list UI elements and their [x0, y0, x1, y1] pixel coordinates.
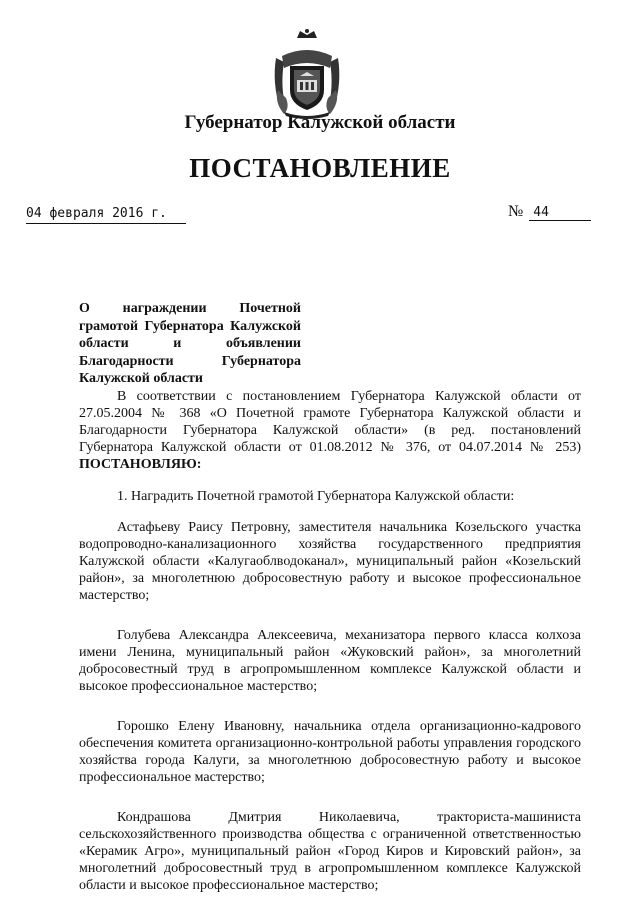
item-1-heading: 1. Наградить Почетной грамотой Губернатора Калужской области:: [117, 489, 515, 504]
awardee-paragraph: Кондрашова Дмитрия Николаевича, тракториста-машиниста сельскохозяйственного производства общества с ограниченной ответственностью «Керамик Агро», муниципальный район «Город Киров и Кировский район», за многолетний добросовестный труд в агропромышленном комплексе Калужской области и высокое профессиональное мастерство;: [79, 810, 581, 893]
number-value: 44: [529, 205, 591, 221]
resolve-word: ПОСТАНОВЛЯЮ:: [79, 457, 202, 472]
preamble-text: В соответствии с постановлением Губернатора Калужской области от 27.05.2004 № 368 «О Почетной грамоте Губернатора Калужской области и Благодарности Губернатора Калужской области» (в ред. постановлений Губернатора Калужской области от 01.08.2012 № 376, от 04.07.2014 № 253): [79, 389, 581, 455]
issuing-authority: Губернатор Калужской области: [184, 112, 456, 133]
number-sign: №: [508, 203, 524, 220]
coat-of-arms-icon: [270, 28, 344, 120]
document-number: [508, 203, 598, 221]
document-subject: О награждении Почетной грамотой Губернатора Калужской области и объявлении Благодарности Губернатора Калужской области: [79, 301, 301, 386]
document-date: 04 февраля 2016 г.: [26, 206, 186, 224]
awardee-paragraph: Голубева Александра Алексеевича, механизатора первого класса колхоза имени Ленина, муниципальный район «Жуковский район», за многолетний добросовестный труд в агропромышленном комплексе Калужской области и высокое профессиональное мастерство;: [79, 628, 581, 694]
document-type-title: ПОСТАНОВЛЕНИЕ: [189, 153, 451, 183]
awardee-paragraph: Астафьеву Раису Петровну, заместителя начальника Козельского участка водопроводно-канализационного хозяйства государственного предприятия Калужской области «Калугаоблводоканал», муниципальный район «Козельский район», за многолетнюю добросовестную работу и высокое профессиональное мастерство;: [79, 520, 581, 603]
awardee-paragraph: Горошко Елену Ивановну, начальника отдела организационно-кадрового обеспечения комитета организационно-контрольной работы управления городского хозяйства города Калуги, за многолетнюю добросовестную работу и высокое профессиональное мастерство;: [79, 719, 581, 785]
preamble-paragraph: [79, 388, 581, 473]
document-body: [79, 388, 581, 917]
